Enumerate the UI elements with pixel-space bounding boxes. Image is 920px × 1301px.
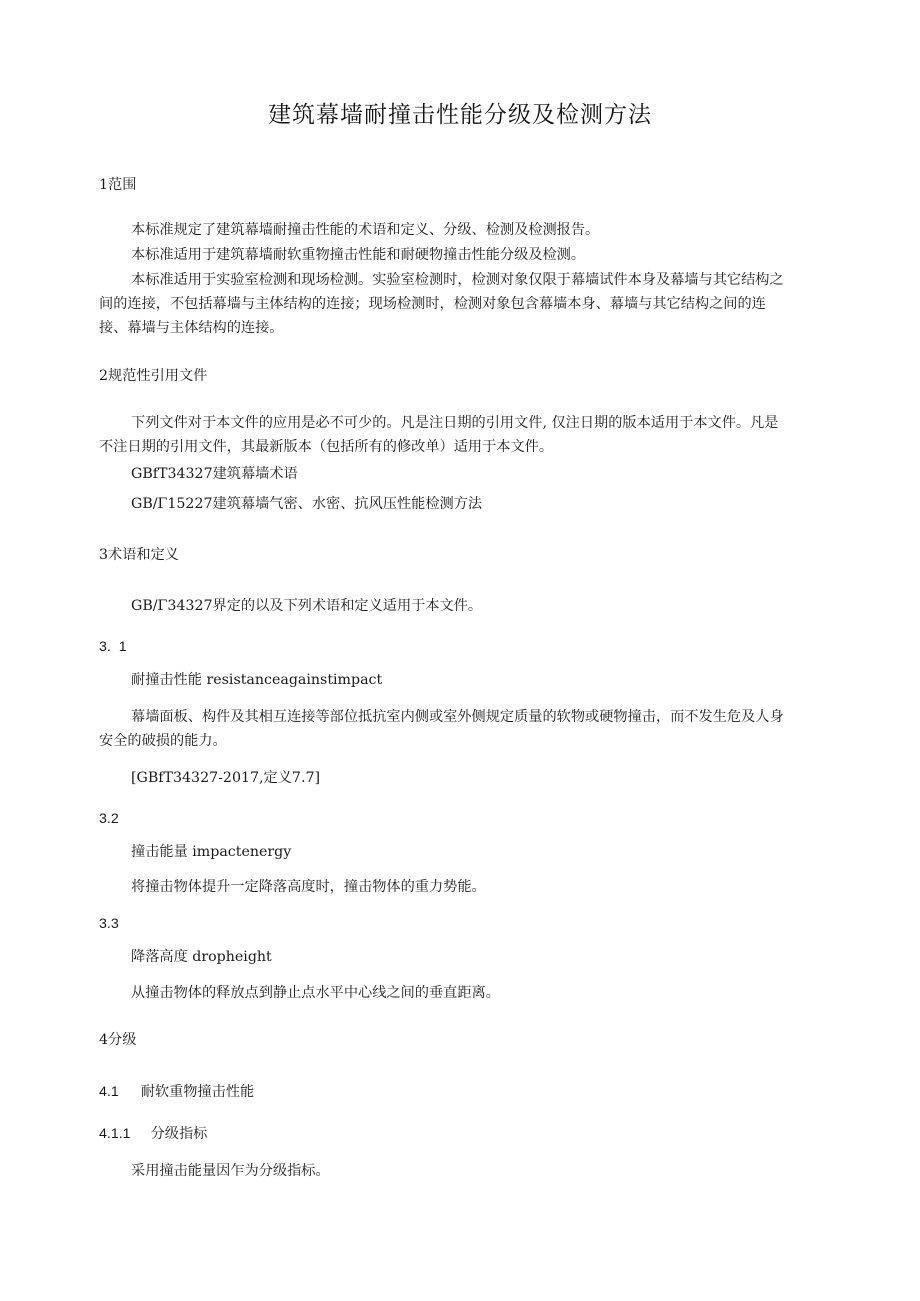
term-3-1-name: 耐撞击性能 resistanceagainstimpact — [131, 672, 383, 688]
section-1-paragraph-3-line-2: 间的连接，不包括幕墙与主体结构的连接；现场检测时，检测对象包含幕墙本身、幕墙与其它结构之间的连 — [99, 296, 766, 312]
term-3-1-source: [GBfT34327-2017,定义7.7] — [131, 770, 321, 786]
term-3-3-name: 降落高度 dropheight — [131, 949, 272, 965]
term-3-2-number: 3.2 — [99, 811, 119, 827]
section-1-paragraph-3-line-1: 本标准适用于实验室检测和现场检测。实验室检测时，检测对象仅限于幕墙试件本身及幕墙与其它结构之 — [131, 272, 784, 288]
term-3-1-number: 3. 1 — [99, 639, 127, 655]
term-3-3-definition: 从撞击物体的释放点到静止点水平中心线之间的垂直距离。 — [131, 985, 500, 1001]
subsection-4-1-1-number: 4.1.1 — [99, 1126, 131, 1142]
subsection-4-1-1-title: 分级指标 — [150, 1126, 208, 1142]
term-3-1-definition-line-1: 幕墙面板、构件及其相互连接等部位抵抗室内侧或室外侧规定质量的软物或硬物撞击，而不发生危及人身 — [131, 709, 784, 725]
subsection-4-1-1-body: 采用撞击能量因乍为分级指标。 — [131, 1163, 330, 1179]
subsection-4-1-1-heading — [99, 1124, 207, 1144]
section-4-heading: 4分级 — [99, 1032, 137, 1048]
section-1-heading: 1范围 — [99, 177, 137, 193]
term-3-1-definition-line-2: 安全的破损的能力。 — [99, 733, 227, 749]
subsection-4-1-heading — [99, 1082, 254, 1102]
section-2-paragraph-line-1: 下列文件对于本文件的应用是必不可少的。凡是注日期的引用文件, 仅注日期的版本适用于本文件。凡是 — [131, 415, 779, 431]
term-3-3-number: 3.3 — [99, 916, 119, 932]
section-3-heading: 3术语和定义 — [99, 547, 179, 563]
normative-reference-1: GBfT34327建筑幕墙术语 — [131, 466, 298, 482]
normative-reference-2: GB/Γ15227建筑幕墙气密、水密、抗风压性能检测方法 — [131, 496, 483, 512]
section-1-paragraph-1: 本标准规定了建筑幕墙耐撞击性能的术语和定义、分级、检测及检测报告。 — [131, 222, 600, 238]
subsection-4-1-title: 耐软重物撞击性能 — [140, 1084, 255, 1100]
section-2-paragraph-line-2: 不注日期的引用文件，其最新版本（包括所有的修改单）适用于本文件。 — [99, 439, 554, 455]
term-3-2-name: 撞击能量 impactenergy — [131, 844, 292, 860]
section-3-intro: GB/Γ34327界定的以及下列术语和定义适用于本文件。 — [131, 598, 483, 614]
term-3-2-definition: 将撞击物体提升一定降落高度时，撞击物体的重力势能。 — [131, 879, 486, 895]
section-2-heading: 2规范性引用文件 — [99, 368, 208, 384]
section-1-paragraph-2: 本标准适用于建筑幕墙耐软重物撞击性能和耐硬物撞击性能分级及检测。 — [131, 247, 586, 263]
section-1-paragraph-3-line-3: 接、幕墙与主体结构的连接。 — [99, 320, 284, 336]
subsection-4-1-number: 4.1 — [99, 1084, 119, 1100]
document-title: 建筑幕墙耐撞击性能分级及检测方法 — [268, 102, 652, 128]
